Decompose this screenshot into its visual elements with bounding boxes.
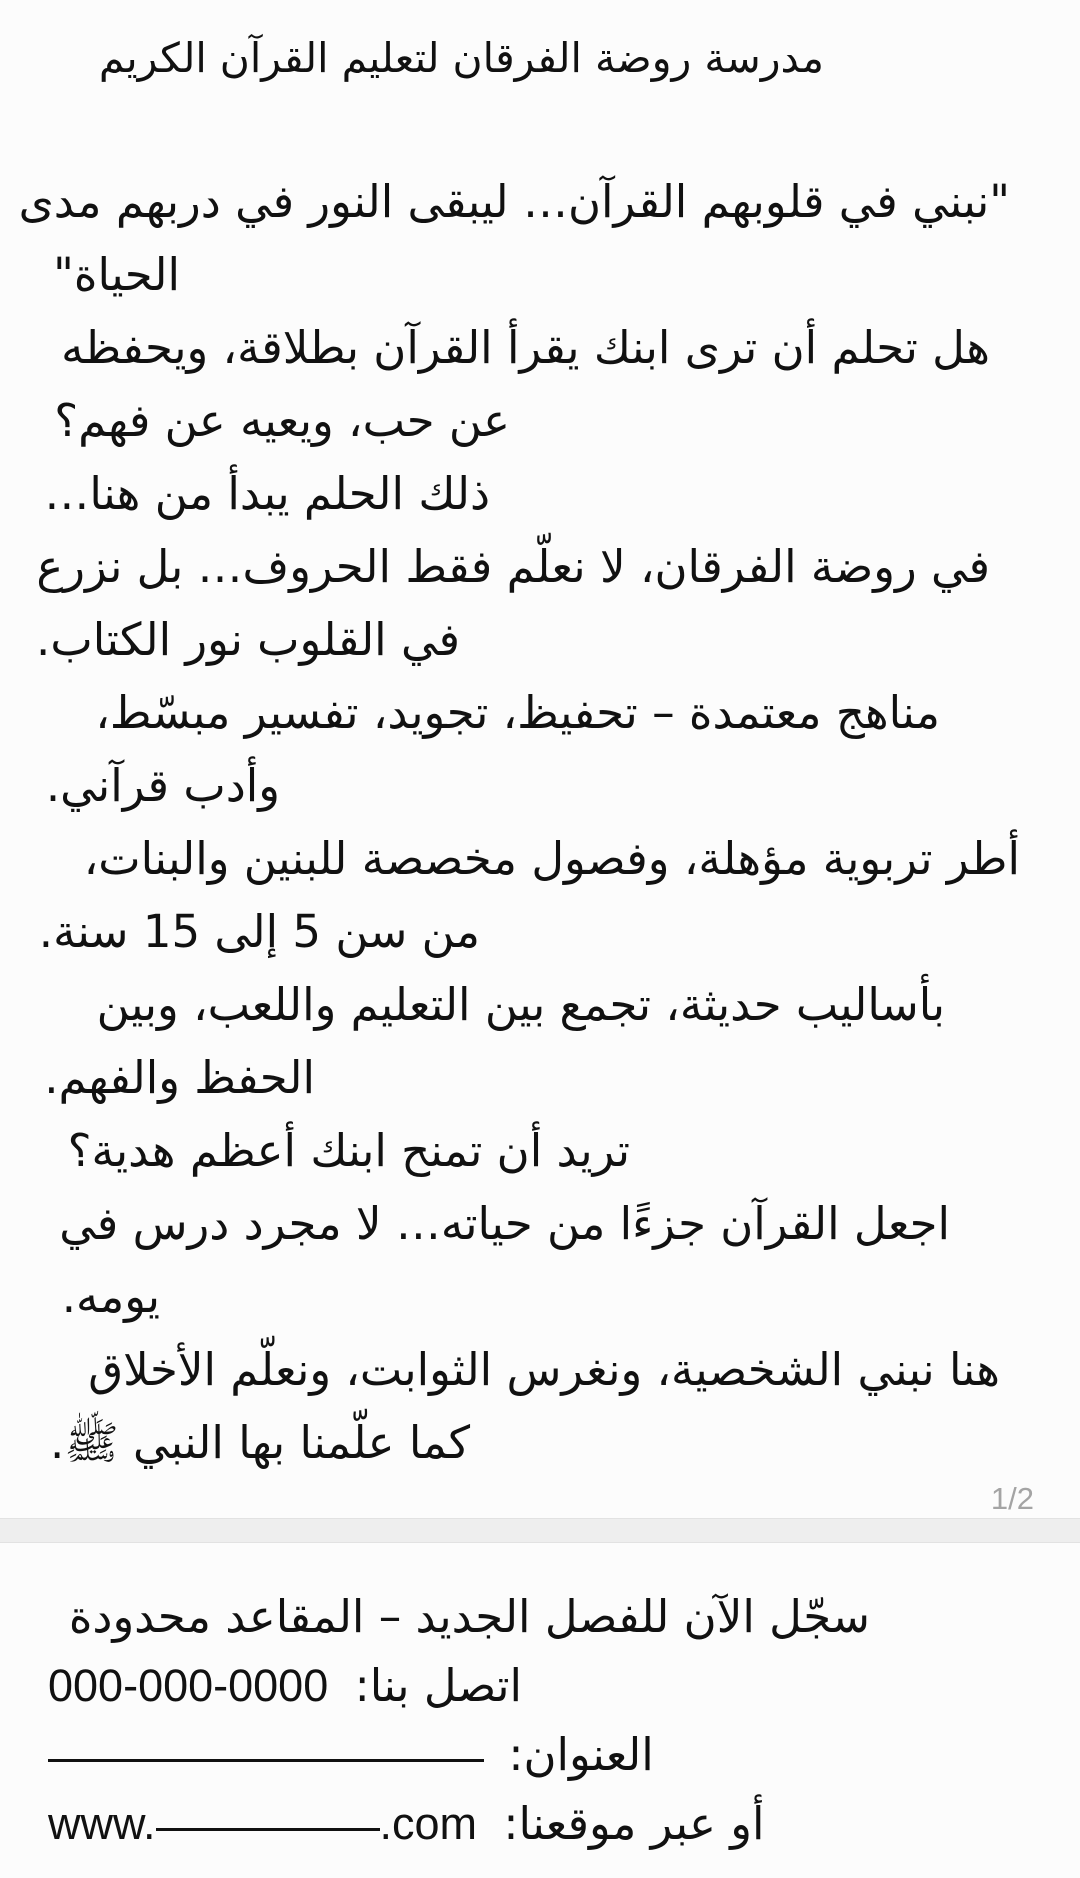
registration-line: سجّل الآن للفصل الجديد – المقاعد محدودة [68, 1590, 870, 1643]
phone-line [48, 1652, 698, 1720]
address-line [48, 1721, 748, 1789]
message-line-1: "نبني في قلوبهم القرآن… ليبقى النور في دربهم مدى [18, 175, 1010, 228]
message-line-9: وأدب قرآني. [45, 759, 280, 812]
message-line-14: تريد أن تمنح ابنك أعظم هدية؟ [67, 1124, 630, 1177]
message-line-15: اجعل القرآن جزءًا من حياته… لا مجرد درس في [59, 1197, 950, 1250]
page-indicator: 1/2 [990, 1481, 1034, 1516]
message-line-7: في القلوب نور الكتاب. [36, 613, 460, 666]
message-line-6: في روضة الفرقان، لا نعلّم فقط الحروف… بل نزرع [36, 540, 990, 593]
message-line-12: بأساليب حديثة، تجمع بين التعليم واللعب، وبين [96, 978, 945, 1031]
website-prefix: www. [48, 1798, 156, 1849]
contact-card [0, 1543, 1080, 1878]
message-line-13: الحفظ والفهم. [44, 1051, 315, 1104]
address-label: العنوان: [508, 1728, 654, 1781]
phone-number: 000-000-0000 [48, 1660, 329, 1711]
website-blank-line [156, 1828, 380, 1831]
message-line-2: الحياة" [53, 248, 180, 301]
website-suffix: .com [379, 1798, 478, 1849]
website-line [48, 1790, 888, 1858]
page-separator [0, 1518, 1080, 1543]
message-line-18: كما علّمنا بها النبي ﷺ. [50, 1416, 470, 1469]
message-line-5: ذلك الحلم يبدأ من هنا… [44, 467, 490, 520]
message-line-11: من سن 5 إلى 15 سنة. [38, 905, 480, 958]
message-line-8: مناهج معتمدة – تحفيظ، تجويد، تفسير مبسّط، [95, 686, 940, 739]
message-line-4: عن حب، ويعيه عن فهم؟ [54, 394, 510, 447]
address-blank-line [48, 1759, 484, 1762]
message-line-10: أطر تربوية مؤهلة، وفصول مخصصة للبنين والبنات، [83, 832, 1020, 885]
message-line-3: هل تحلم أن ترى ابنك يقرأ القرآن بطلاقة، ويحفظه [61, 321, 990, 374]
phone-label: اتصل بنا: [354, 1659, 522, 1712]
website-label: أو عبر موقعنا: [503, 1797, 765, 1850]
message-line-17: هنا نبني الشخصية، ونغرس الثوابت، ونعلّم الأخلاق [88, 1343, 1000, 1396]
page-title: مدرسة روضة الفرقان لتعليم القرآن الكريم [98, 34, 824, 82]
message-line-16: يومه. [61, 1270, 160, 1323]
